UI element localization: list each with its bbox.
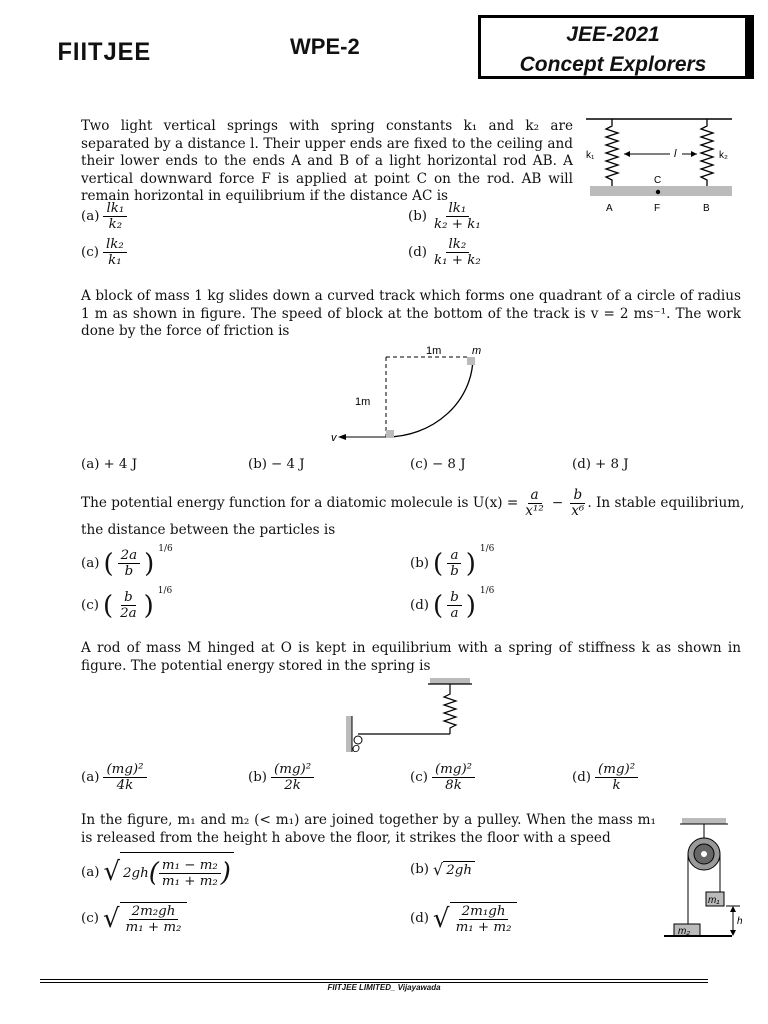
radicand [450, 902, 518, 935]
label-F: F [654, 203, 661, 214]
option-value: − 4 J [271, 457, 305, 472]
fraction [103, 237, 127, 268]
q1-option-d[interactable] [408, 237, 484, 268]
question-2 [81, 288, 741, 341]
fraction [159, 858, 221, 889]
option-label: (d) [408, 245, 428, 260]
right-paren: ) [144, 548, 155, 579]
numerator: lk₂ [446, 237, 470, 253]
label-1m-top: 1m [426, 345, 442, 357]
fraction [431, 201, 484, 232]
numerator: b [570, 488, 585, 504]
option-label: (a) [81, 457, 100, 472]
q5-option-c[interactable] [81, 902, 187, 935]
option-label: (a) [81, 209, 100, 224]
denominator: k [612, 778, 621, 793]
label-l: l [674, 148, 677, 160]
numerator: b [121, 590, 136, 606]
option-label: (c) [81, 598, 99, 613]
label-O: O [352, 744, 360, 754]
option-label: (d) [410, 598, 430, 613]
denominator: k₁ + k₂ [434, 253, 481, 268]
denominator: m₁ + m₂ [125, 920, 182, 935]
question-5 [81, 812, 656, 847]
right-paren: ) [220, 858, 231, 888]
numerator: (mg)² [271, 762, 314, 778]
option-value: − 8 J [431, 457, 466, 472]
fraction [118, 548, 141, 579]
denominator: m₁ + m₂ [161, 873, 218, 889]
curved-track-figure [328, 342, 488, 447]
exam-title-box [478, 15, 748, 79]
numerator: lk₂ [103, 237, 127, 253]
label-h: h [737, 916, 743, 927]
radicand [120, 902, 188, 935]
label-k2: k₂ [719, 150, 728, 161]
q3-option-b[interactable] [410, 544, 495, 579]
spring-rod-figure [582, 116, 742, 216]
fraction [522, 488, 547, 519]
q1-option-b[interactable] [408, 201, 484, 232]
square-root: √ 2gh ( $\frac{\text{m₁ − m₂}}{\text{m₁ + m₂}}$ ) [103, 852, 233, 892]
exponent: 1/6 [479, 544, 495, 554]
option-label: (c) [410, 770, 428, 785]
numerator: lk₁ [103, 201, 127, 217]
q5-option-a[interactable] [81, 852, 234, 892]
option-label: (b) [248, 457, 268, 472]
minus-sign: − [551, 494, 564, 511]
option-label: (b) [410, 556, 430, 571]
numerator: 2a [118, 548, 141, 564]
label-v: v [331, 432, 337, 444]
square-root: √ 2gh [433, 860, 475, 879]
denominator: x¹² [525, 503, 544, 519]
q2-option-d[interactable] [572, 457, 629, 472]
numerator: b [447, 590, 462, 606]
hinged-rod-spring-figure [342, 676, 482, 754]
label-A: A [606, 203, 613, 214]
denominator: 2a [120, 606, 137, 621]
numerator: (mg)² [432, 762, 475, 778]
denominator: k₁ [108, 253, 122, 268]
question-1 [81, 118, 573, 206]
radicand: 2gh [443, 861, 475, 878]
numerator: (mg)² [103, 762, 146, 778]
denominator: x⁶ [571, 503, 585, 519]
option-label: (a) [81, 556, 100, 571]
left-paren: ( [103, 548, 114, 579]
option-label: (c) [81, 911, 99, 926]
label-1m-side: 1m [355, 396, 371, 408]
square-root: √ $\frac{\text{2m₂gh}}{\text{m₁ + m₂}}$ [103, 902, 187, 935]
question-4 [81, 640, 741, 675]
exponent: 1/6 [158, 544, 173, 554]
q2-option-b[interactable] [248, 457, 305, 472]
question-1-text: Two light vertical springs with spring constants k₁ and k₂ are separated by a distance l. Their upper ends are fixed to the ceiling and their lower ends to the ends A and B of a light horizontal rod AB. A vertical downward force F is applied at point C on the rod. AB will remain horizontal in equilibrium if the distance AC is [81, 118, 573, 204]
fraction [431, 237, 484, 268]
question-3-text-c: the distance between the particles is [81, 522, 336, 538]
denominator: m₁ + m₂ [455, 920, 512, 935]
option-label: (d) [572, 770, 592, 785]
fraction [432, 762, 475, 793]
left-paren: ( [148, 858, 159, 888]
left-paren: ( [433, 590, 444, 621]
option-value: + 8 J [595, 457, 629, 472]
footer-divider [40, 979, 708, 980]
option-label: (a) [81, 864, 100, 880]
question-3-text-b: . In stable equilibrium, [587, 494, 745, 511]
fraction [123, 904, 185, 935]
q2-option-c[interactable] [410, 457, 466, 472]
paper-code: WPE-2 [290, 34, 360, 59]
numerator: lk₁ [446, 201, 470, 217]
fraction [103, 762, 146, 793]
q1-option-a[interactable] [81, 201, 127, 232]
option-label: (c) [81, 245, 99, 260]
fraction [271, 762, 314, 793]
denominator: 2k [284, 778, 301, 793]
denominator: b [450, 564, 459, 579]
label-C: C [654, 175, 662, 186]
series-name: Concept Explorers [519, 53, 707, 76]
label-m2: m₂ [678, 926, 691, 937]
pulley-figure [662, 816, 752, 946]
fraction [453, 904, 515, 935]
option-label: (b) [248, 770, 268, 785]
option-label: (b) [410, 862, 430, 877]
numerator: a [528, 488, 542, 504]
q4-option-a[interactable] [81, 762, 147, 793]
question-4-text: A rod of mass M hinged at O is kept in equilibrium with a spring of stiffness k as shown in figure. The potential energy stored in the spring is [81, 640, 741, 674]
q4-option-c[interactable] [410, 762, 475, 793]
left-paren: ( [102, 590, 114, 621]
square-root: √ $\frac{\text{2m₁gh}}{\text{m₁ + m₂}}$ [433, 902, 517, 935]
label-k1: k₁ [586, 150, 595, 161]
q1-option-c[interactable] [81, 237, 127, 268]
option-label: (d) [410, 911, 430, 926]
right-paren: ) [143, 590, 154, 621]
fraction [117, 590, 140, 621]
question-3-text-a: The potential energy function for a diatomic molecule is U(x) = [81, 494, 519, 511]
radicand [120, 852, 234, 892]
denominator: a [450, 606, 459, 621]
denominator: 8k [445, 778, 462, 793]
exponent: 1/6 [157, 586, 173, 596]
denominator: k₂ [108, 217, 123, 232]
radicand-prefix: 2gh [123, 865, 149, 881]
right-paren: ) [465, 590, 476, 621]
numerator: a [447, 548, 461, 564]
label-B: B [703, 203, 710, 214]
denominator: k₂ + k₁ [434, 217, 481, 232]
question-2-text: A block of mass 1 kg slides down a curved track which forms one quadrant of a circle of radius 1 m as shown in figure. The speed of block at the bottom of the track is v = 2 ms⁻¹. The work done by the force of friction is [81, 288, 741, 339]
fraction [447, 590, 462, 621]
q3-option-a[interactable] [81, 544, 173, 579]
numerator: 2m₂gh [129, 904, 179, 920]
q2-option-a[interactable] [81, 457, 137, 472]
option-label: (c) [410, 457, 428, 472]
question-5-text: In the figure, m₁ and m₂ (< m₁) are joined together by a pulley. When the mass m₁ is released from the height h above the floor, it strikes the floor with a speed [81, 812, 656, 846]
q3-option-c[interactable] [81, 586, 173, 621]
label-m1: m₁ [708, 895, 720, 906]
q4-option-d[interactable] [572, 762, 638, 793]
fraction [447, 548, 462, 579]
fiitjee-logo: FIITJEE [57, 38, 152, 66]
fraction [568, 488, 587, 519]
numerator: (mg)² [595, 762, 638, 778]
label-m: m [472, 345, 482, 357]
q5-option-d[interactable] [410, 902, 517, 935]
q5-option-b[interactable] [410, 860, 475, 879]
exponent: 1/6 [479, 586, 495, 596]
option-label: (d) [572, 457, 592, 472]
option-label: (a) [81, 770, 100, 785]
fraction [103, 201, 127, 232]
exam-name: JEE-2021 [566, 23, 660, 46]
fraction [595, 762, 638, 793]
left-paren: ( [433, 548, 444, 579]
numerator: 2m₁gh [459, 904, 509, 920]
question-3 [81, 488, 746, 540]
footer-text: FIITJEE LIMITED_ Vijayawada [327, 983, 441, 992]
denominator: b [124, 564, 134, 579]
option-label: (b) [408, 209, 428, 224]
q3-option-d[interactable] [410, 586, 495, 621]
right-paren: ) [465, 548, 476, 579]
q4-option-b[interactable] [248, 762, 314, 793]
numerator: m₁ − m₂ [159, 858, 221, 874]
option-value: + 4 J [103, 457, 138, 472]
denominator: 4k [116, 778, 134, 793]
